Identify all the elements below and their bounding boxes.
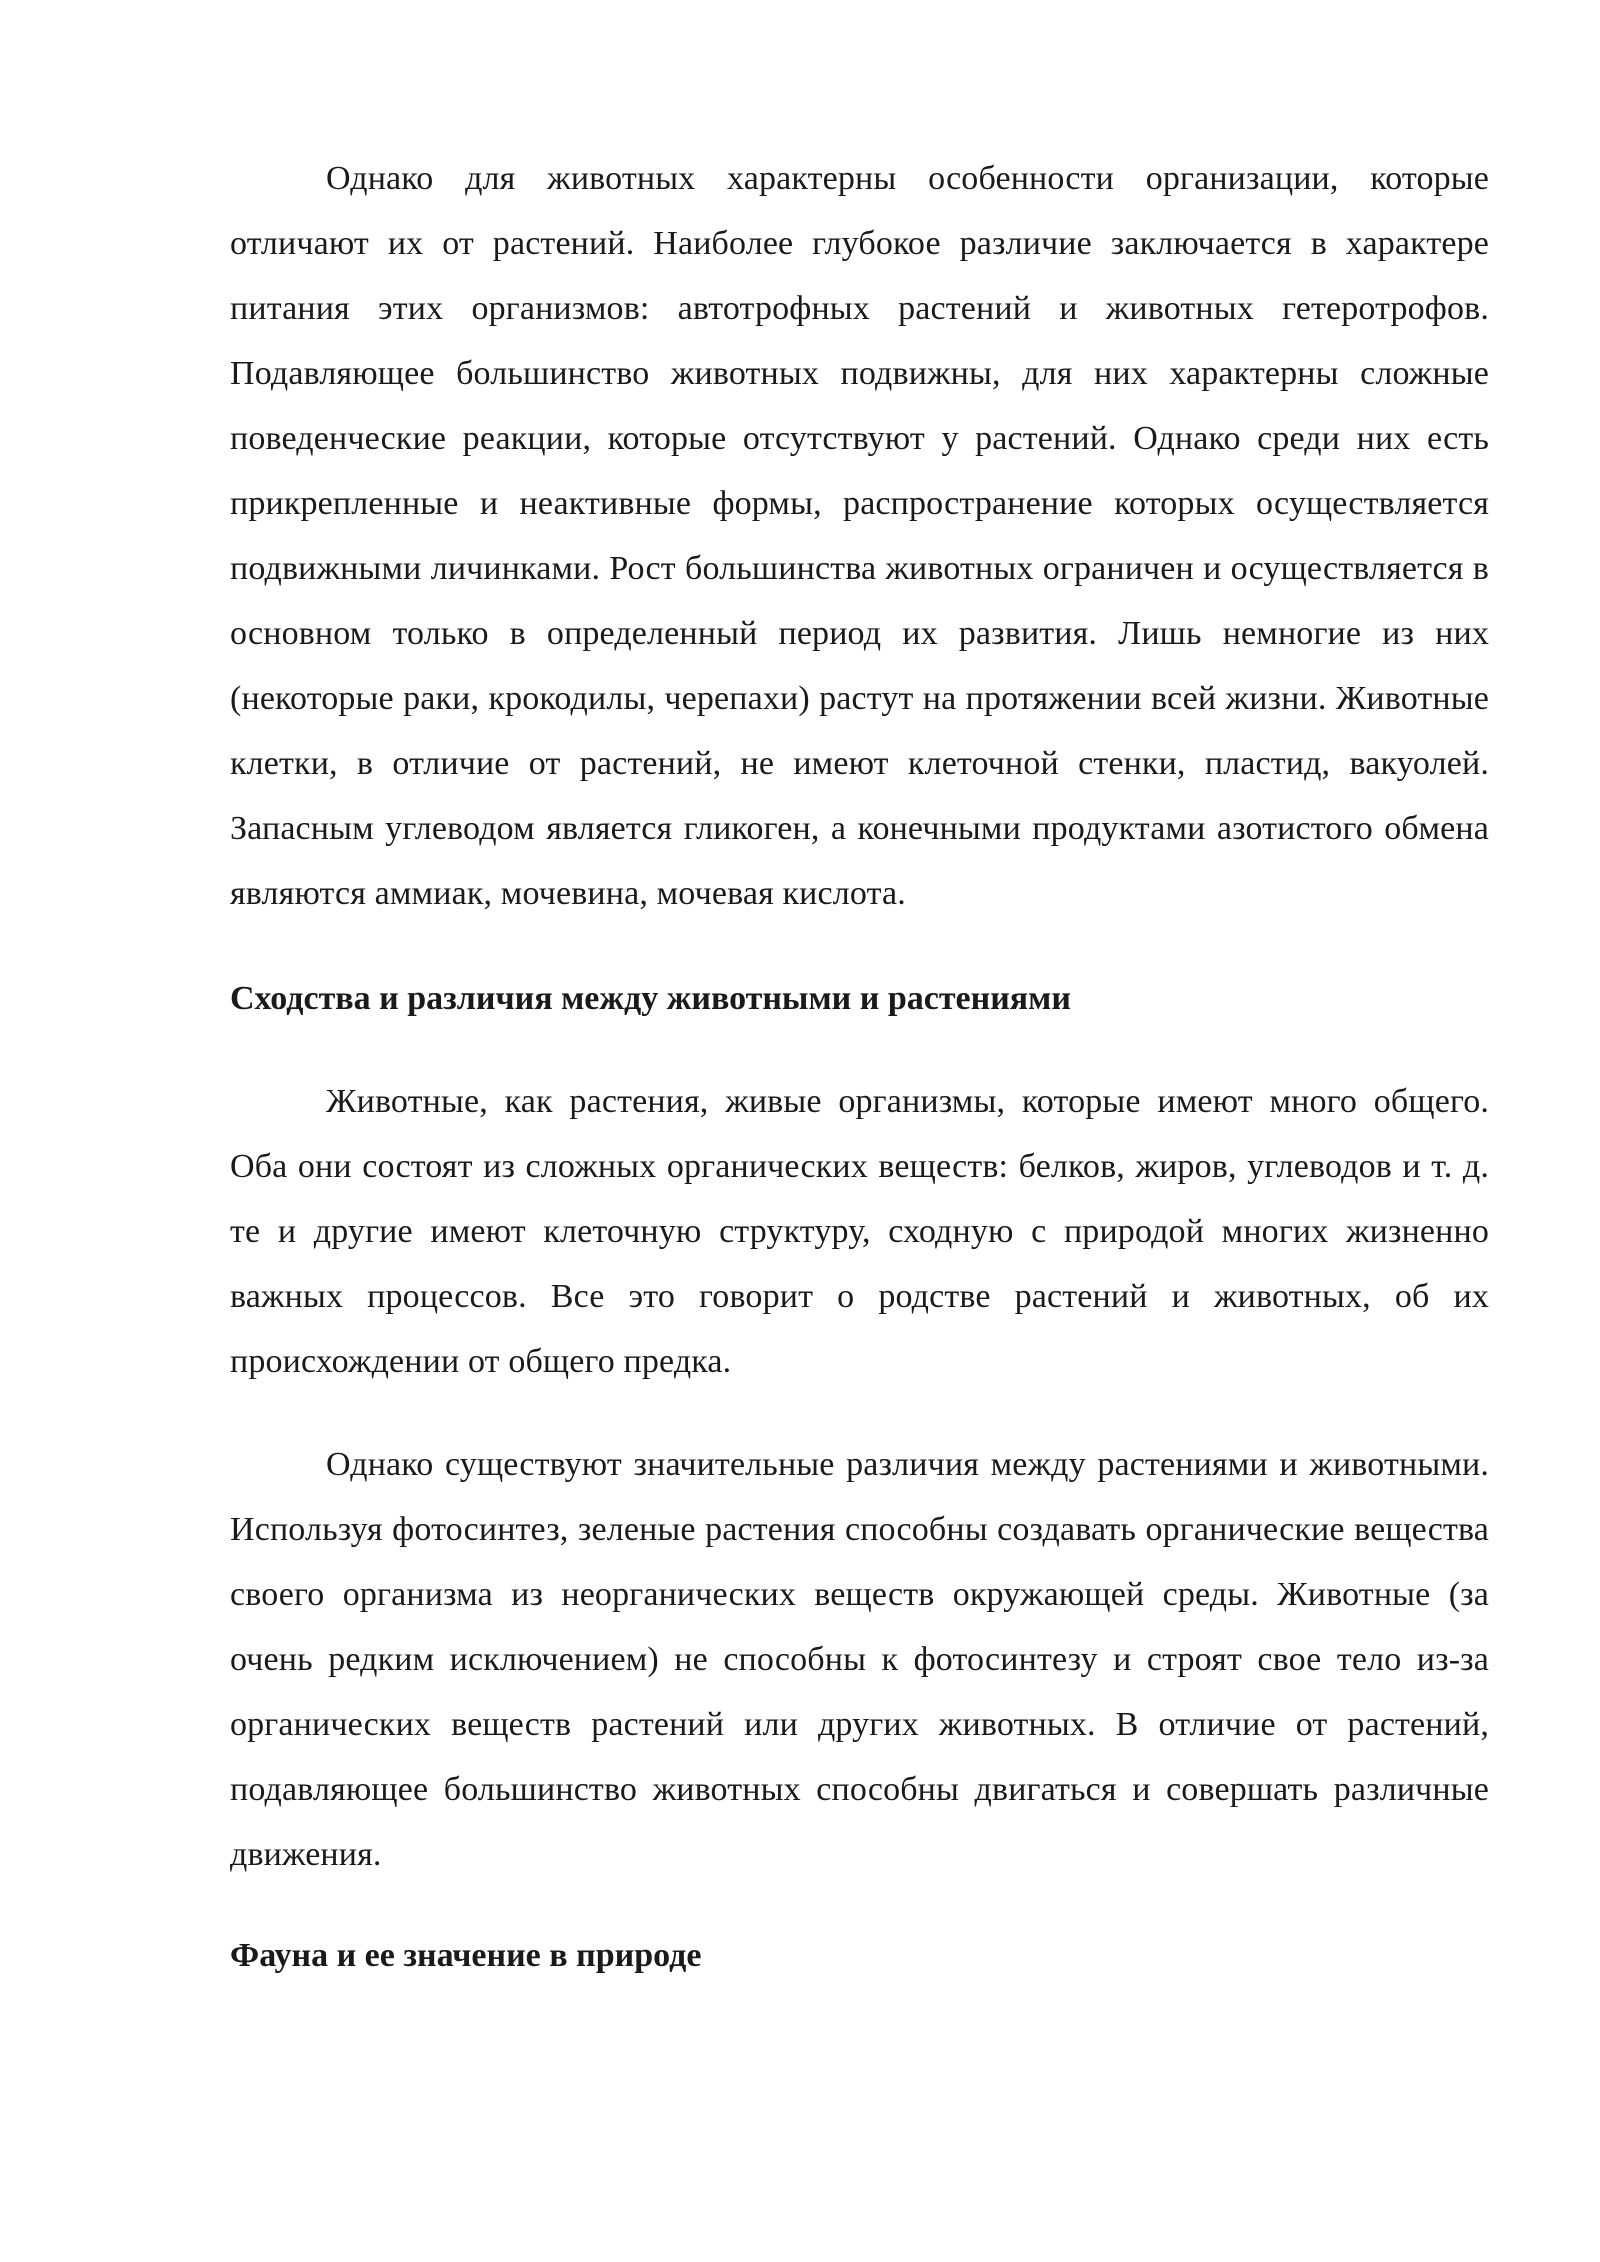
heading-fauna-significance: Фауна и ее значение в природе (230, 1937, 702, 1974)
paragraph-animal-organization: Однако для животных характерны особенности организации, которые отличают их от растений. Наиболее глубокое различие заключается в характере питания этих организмов: автотрофных растений и животных гетеротрофов. Подавляющее большинство животных подвижны, для них характерны сложные поведенческие реакции, которые отсутствуют у растений. Однако среди них есть прикрепленные и неактивные формы, распространение которых осуществляется подвижными личинками. Рост большинства животных ограничен и осуществляется в основном только в определенный период их развития. Лишь немногие из них (некоторые раки, крокодилы, черепахи) растут на протяжении всей жизни. Животные клетки, в отличие от растений, не имеют клеточной стенки, пластид, вакуолей. Запасным углеводом является гликоген, а конечными продуктами азотистого обмена являются аммиак, мочевина, мочевая кислота. (230, 160, 1489, 912)
paragraph-significant-differences: Однако существуют значительные различия между растениями и животными. Используя фотосинтез, зеленые растения способны создавать органические вещества своего организма из неорганических веществ окружающей среды. Животные (за очень редким исключением) не способны к фотосинтезу и строят свое тело из-за органических веществ растений или других животных. В отличие от растений, подавляющее большинство животных способны двигаться и совершать различные движения. (230, 1446, 1489, 1873)
paragraph-common-features: Животные, как растения, живые организмы, которые имеют много общего. Оба они состоят из сложных органических веществ: белков, жиров, углеводов и т. д. те и другие имеют клеточную структуру, сходную с природой многих жизненно важных процессов. Все это говорит о родстве растений и животных, об их происхождении от общего предка. (230, 1083, 1489, 1380)
heading-similarities-differences: Сходства и различия между животными и растениями (230, 980, 1071, 1017)
